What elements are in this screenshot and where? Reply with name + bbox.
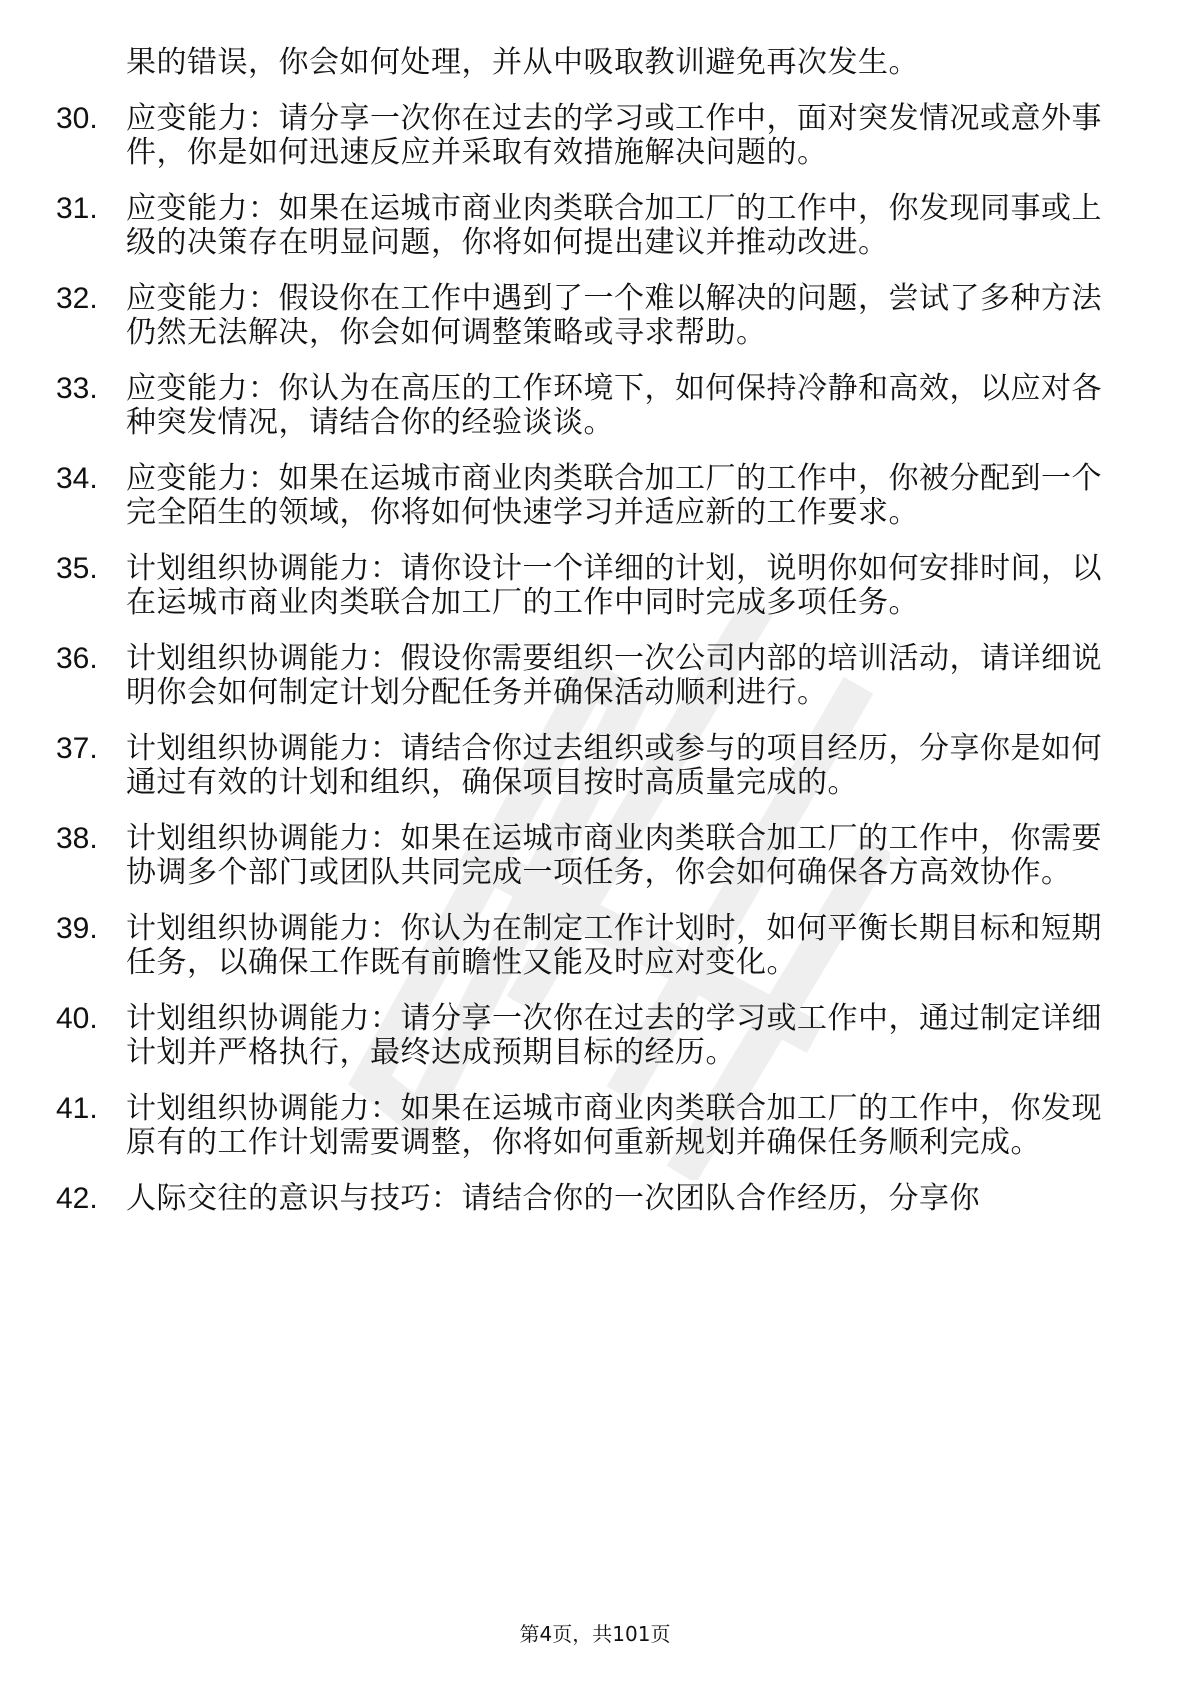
item-text: 应变能力：请分享一次你在过去的学习或工作中，面对突发情况或意外事件，你是如何迅速反应并采取有效措施解决问题的。 xyxy=(126,101,1102,170)
continued-text: 果的错误，你会如何处理，并从中吸取教训避免再次发生。 xyxy=(126,45,919,80)
item-number: 39. xyxy=(56,912,98,945)
list-item xyxy=(56,552,1106,620)
item-number: 37. xyxy=(56,732,98,765)
list-item xyxy=(56,822,1106,890)
list-item xyxy=(56,1182,1106,1216)
item-number: 34. xyxy=(56,462,98,495)
list-item xyxy=(56,192,1106,260)
list-item xyxy=(56,642,1106,710)
item-text: 应变能力：假设你在工作中遇到了一个难以解决的问题，尝试了多种方法仍然无法解决，你会如何调整策略或寻求帮助。 xyxy=(126,281,1102,350)
item-text: 计划组织协调能力：请分享一次你在过去的学习或工作中，通过制定详细计划并严格执行，最终达成预期目标的经历。 xyxy=(126,1001,1102,1070)
item-number: 32. xyxy=(56,282,98,315)
item-text: 计划组织协调能力：请你设计一个详细的计划，说明你如何安排时间，以在运城市商业肉类联合加工厂的工作中同时完成多项任务。 xyxy=(126,551,1102,620)
item-number: 36. xyxy=(56,642,98,675)
page-number: 第4页，共101页 xyxy=(519,1622,671,1646)
item-text: 应变能力：如果在运城市商业肉类联合加工厂的工作中，你发现同事或上级的决策存在明显问题，你将如何提出建议并推动改进。 xyxy=(126,191,1102,260)
item-number: 42. xyxy=(56,1182,98,1215)
item-number: 31. xyxy=(56,192,98,225)
item-text: 人际交往的意识与技巧：请结合你的一次团队合作经历，分享你 xyxy=(126,1181,980,1216)
list-item xyxy=(56,462,1106,530)
item-text: 计划组织协调能力：如果在运城市商业肉类联合加工厂的工作中，你需要协调多个部门或团队共同完成一项任务，你会如何确保各方高效协作。 xyxy=(126,821,1102,890)
item-number: 41. xyxy=(56,1092,98,1125)
list-item xyxy=(56,1002,1106,1070)
list-item xyxy=(56,372,1106,440)
item-text: 计划组织协调能力：你认为在制定工作计划时，如何平衡长期目标和短期任务，以确保工作既有前瞻性又能及时应对变化。 xyxy=(126,911,1102,980)
list-item xyxy=(56,102,1106,170)
list-item xyxy=(56,282,1106,350)
item-text: 应变能力：如果在运城市商业肉类联合加工厂的工作中，你被分配到一个完全陌生的领域，你将如何快速学习并适应新的工作要求。 xyxy=(126,461,1102,530)
list-item xyxy=(56,732,1106,800)
item-number: 40. xyxy=(56,1002,98,1035)
item-text: 计划组织协调能力：如果在运城市商业肉类联合加工厂的工作中，你发现原有的工作计划需要调整，你将如何重新规划并确保任务顺利完成。 xyxy=(126,1091,1102,1160)
item-number: 33. xyxy=(56,372,98,405)
item-text: 计划组织协调能力：假设你需要组织一次公司内部的培训活动，请详细说明你会如何制定计划分配任务并确保活动顺利进行。 xyxy=(126,641,1102,710)
item-number: 38. xyxy=(56,822,98,855)
item-text: 应变能力：你认为在高压的工作环境下，如何保持冷静和高效，以应对各种突发情况，请结合你的经验谈谈。 xyxy=(126,371,1102,440)
list-item xyxy=(56,1092,1106,1160)
question-list xyxy=(56,46,1106,1216)
item-text: 计划组织协调能力：请结合你过去组织或参与的项目经历，分享你是如何通过有效的计划和组织，确保项目按时高质量完成的。 xyxy=(126,731,1102,800)
list-item xyxy=(56,912,1106,980)
item-number: 30. xyxy=(56,102,98,135)
item-number: 35. xyxy=(56,552,98,585)
